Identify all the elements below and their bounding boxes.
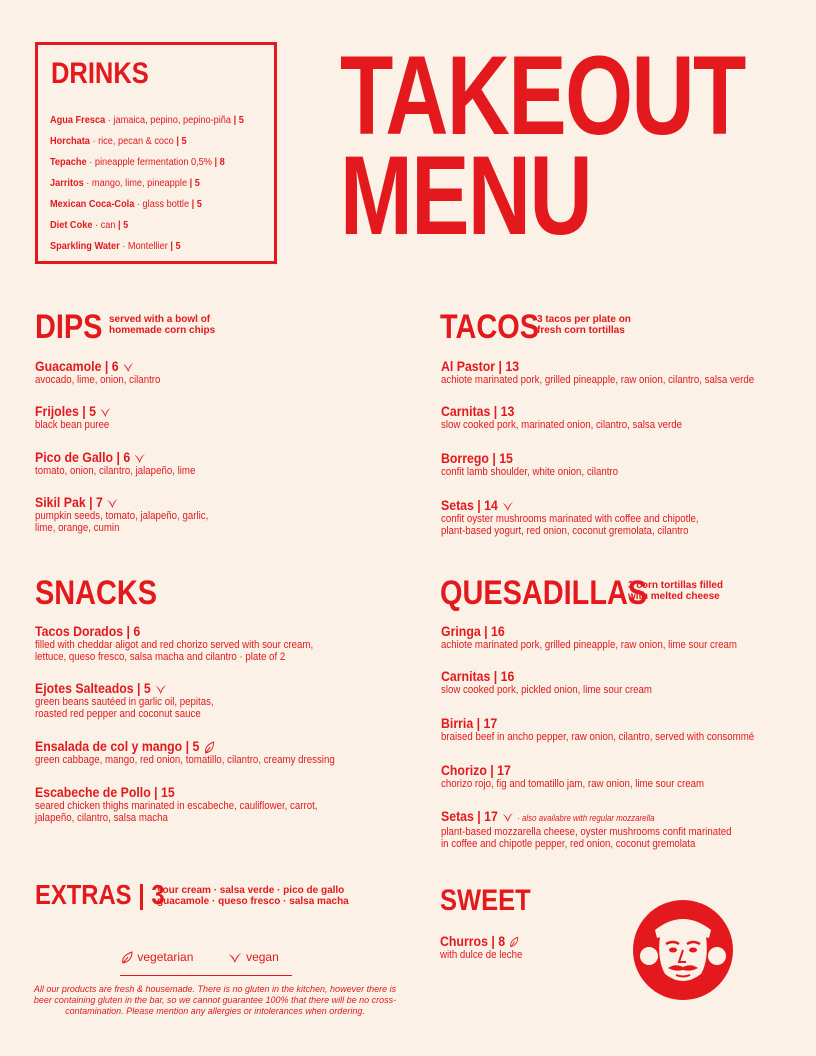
- tacos-note: 3 tacos per plate on fresh corn tortillas: [537, 314, 631, 336]
- vegan-icon: [134, 453, 146, 464]
- page-title-line-2: MENU: [340, 133, 591, 258]
- menu-item: Pico de Gallo | 6 tomato, onion, cilantro, jalapeño, lime: [35, 449, 196, 477]
- drink-item: Diet Coke · can | 5: [50, 220, 129, 231]
- drink-item: Tepache · pineapple fermentation 0,5% | 8: [50, 157, 225, 168]
- menu-item: Ejotes Salteados | 5 green beans sautéed in garlic oil, pepitas, roasted red pepper and coconut sauce: [35, 680, 214, 720]
- menu-item: Borrego | 15 confit lamb shoulder, white onion, cilantro: [441, 450, 619, 478]
- vegan-icon: [501, 501, 513, 512]
- menu-item: Tacos Dorados | 6 filled with cheddar aligot and red chorizo served with sour cream, lettuce, queso fresco, salsa macha and cilantro · plate of 2: [35, 623, 314, 663]
- menu-item: Sikil Pak | 7 pumpkin seeds, tomato, jalapeño, garlic, lime, orange, cumin: [35, 494, 209, 534]
- snacks-title: SNACKS: [35, 574, 158, 612]
- extras-note: sour cream · salsa verde · pico de gallo guacamole · queso fresco · salsa macha: [157, 885, 349, 907]
- drink-item: Jarritos · mango, lime, pineapple | 5: [50, 178, 200, 189]
- legend-vegetarian-label: vegetarian: [137, 950, 194, 964]
- vegan-icon: [227, 952, 243, 964]
- menu-item: Ensalada de col y mango | 5 green cabbage, mango, red onion, tomatillo, cilantro, creamy dressing: [35, 738, 335, 766]
- drink-item: Mexican Coca-Cola · glass bottle | 5: [50, 199, 202, 210]
- vegetarian-icon: [203, 741, 215, 754]
- extras-title: EXTRAS | 3: [35, 879, 165, 910]
- quesadillas-note: 3 corn tortillas filled with melted cheese: [628, 580, 724, 602]
- menu-item: Carnitas | 16 slow cooked pork, pickled onion, lime sour cream: [441, 668, 652, 696]
- vegan-icon: [154, 684, 166, 695]
- vegetarian-icon: [509, 936, 520, 948]
- divider: [120, 975, 292, 976]
- page-title-line-1: TAKEOUT: [340, 33, 745, 158]
- vegan-icon: [99, 407, 111, 418]
- menu-item: Chorizo | 17 chorizo rojo, fig and tomatillo jam, raw onion, lime sour cream: [441, 762, 705, 790]
- drink-item: Sparkling Water · Montellier | 5: [50, 241, 181, 252]
- legend: [120, 950, 279, 964]
- vegetarian-icon: [120, 951, 134, 964]
- dips-title: DIPS: [35, 308, 103, 346]
- legend-vegan-label: vegan: [246, 950, 279, 964]
- menu-item: Gringa | 16 achiote marinated pork, grilled pineapple, raw onion, lime sour cream: [441, 623, 737, 651]
- menu-item: Birria | 17 braised beef in ancho pepper, raw onion, cilantro, served with consommé: [441, 715, 755, 743]
- menu-item: Al Pastor | 13 achiote marinated pork, grilled pineapple, raw onion, cilantro, salsa verde: [441, 358, 755, 386]
- sweet-title: SWEET: [440, 884, 531, 917]
- menu-item: Frijoles | 5 black bean puree: [35, 404, 122, 431]
- drink-item: Agua Fresca · jamaica, pepino, pepino-piña | 5: [50, 115, 244, 126]
- drink-item: Horchata · rice, pecan & coco | 5: [50, 136, 187, 147]
- vegan-icon: [122, 362, 134, 373]
- menu-item: Churros | 8 with dulce de leche: [440, 933, 523, 961]
- dips-note: served with a bowl of homemade corn chips: [109, 314, 216, 336]
- vegan-icon: [106, 498, 118, 509]
- menu-item: Setas | 17 · also availabre with regular mozzarella plant-based mozzarella cheese, oyster mushrooms confit marinated in coffee and chipotle pepper, red onion, coconut gremolata: [441, 808, 732, 850]
- footnote: All our products are fresh & housemade. There is no gluten in the kitchen, however there is beer containing gluten in the bar, so we cannot guarantee 100% that there will be no cross-contamination. Please mention any allergies or intolerances when ordering.: [33, 984, 397, 1016]
- drinks-title: DRINKS: [51, 57, 149, 90]
- menu-item: Escabeche de Pollo | 15 seared chicken thighs marinated in escabeche, cauliflower, carrot, jalapeño, cilantro, salsa macha: [35, 784, 318, 824]
- menu-item: Setas | 14 confit oyster mushrooms marinated with coffee and chipotle, plant-based yogurt, red onion, coconut gremolata, cilantro: [441, 497, 699, 537]
- quesadillas-title: QUESADILLAS: [440, 574, 648, 612]
- menu-item: Guacamole | 6 avocado, lime, onion, cilantro: [35, 358, 161, 386]
- face-logo-icon: [633, 900, 733, 1000]
- vegan-icon: [501, 812, 513, 823]
- drinks-box: [35, 42, 277, 264]
- menu-item: Carnitas | 13 slow cooked pork, marinated onion, cilantro, salsa verde: [441, 403, 683, 431]
- tacos-title: TACOS: [440, 308, 540, 346]
